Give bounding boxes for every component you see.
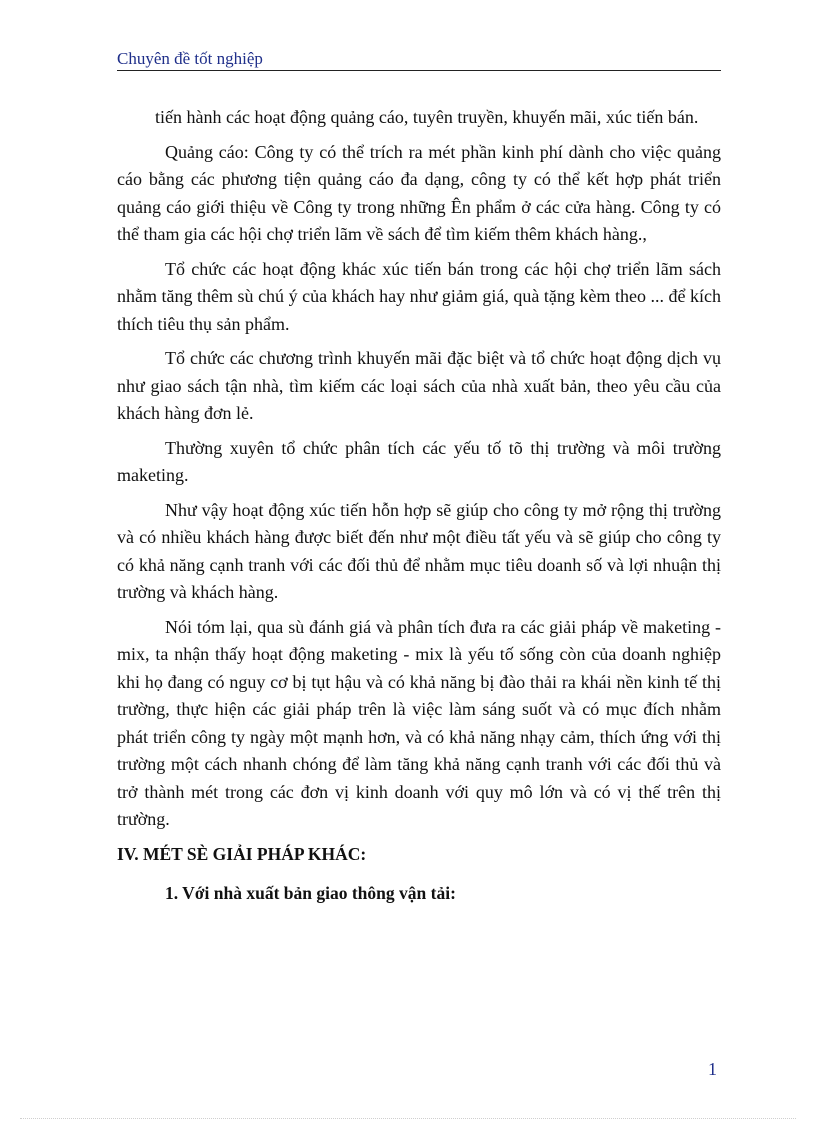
paragraph: tiến hành các hoạt động quảng cáo, tuyên truyền, khuyến mãi, xúc tiến bán. (155, 107, 699, 127)
document-body (117, 104, 721, 907)
paragraph: Quảng cáo: Công ty có thể trích ra mét phần kinh phí dành cho việc quảng cáo bằng các phương tiện quảng cáo đa dạng, công ty có thể kết hợp phát triển quảng cáo giới thiệu về Công ty trong những Ên phẩm ở các cửa hàng. Công ty có thể tham gia các hội chợ triển lãm về sách để tìm kiếm thêm khách hàng., (117, 141, 721, 244)
paragraph: Tổ chức các hoạt động khác xúc tiến bán trong các hội chợ triển lãm sách nhằm tăng thêm sù chú ý của khách hay như giảm giá, quà tặng kèm theo ... để kích thích tiêu thụ sản phẩm. (117, 258, 721, 334)
section-heading: IV. MÉT SÈ GIẢI PHÁP KHÁC: (117, 843, 367, 864)
page-number: 1 (708, 1059, 717, 1079)
paragraph: Như vậy hoạt động xúc tiến hỗn hợp sẽ giúp cho công ty mở rộng thị trường và có nhiều khách hàng được biết đến như một điều tất yếu và sẽ giúp cho công ty có khả năng cạnh tranh với các đối thủ để nhằm mục tiêu doanh số và lợi nhuận thị trường và khách hàng. (117, 499, 721, 602)
page-header (117, 48, 721, 71)
paragraph: Nói tóm lại, qua sù đánh giá và phân tích đưa ra các giải pháp về maketing - mix, ta nhận thấy hoạt động maketing - mix là yếu tố sống còn của doanh nghiệp khi họ đang có nguy cơ bị tụt hậu và có khả năng bị đào thải ra khái nền kinh tế thị trường, thực hiện các giải pháp trên là việc làm sáng suốt và có mục đích nhằm phát triển công ty ngày một mạnh hơn, và có khả năng nhạy cảm, thích ứng với thị trường một cách nhanh chóng để làm tăng khả năng cạnh tranh với các đối thủ và trở thành mét trong các đơn vị kinh doanh với quy mô lớn và có vị thế trên thị trường. (117, 616, 721, 829)
page-edge-divider (20, 1118, 796, 1119)
paragraph: Tổ chức các chương trình khuyến mãi đặc biệt và tổ chức hoạt động dịch vụ như giao sách tận nhà, tìm kiếm các loại sách của nhà xuất bản, theo yêu cầu của khách hàng đơn lẻ. (117, 348, 721, 423)
paragraph: Thường xuyên tổ chức phân tích các yếu tố tõ thị trường và môi trường maketing. (117, 437, 721, 485)
subsection-heading: 1. Với nhà xuất bản giao thông vận tải: (165, 882, 456, 903)
header-title: Chuyên đề tốt nghiệp (117, 49, 263, 68)
